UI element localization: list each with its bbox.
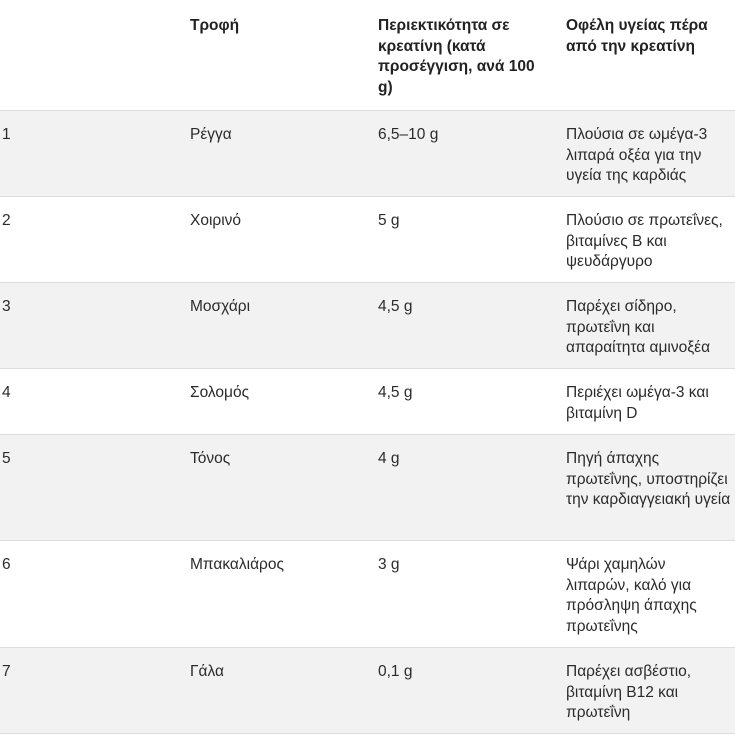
row-benefits: Πηγή άπαχης πρωτεΐνης, υποστηρίζει την καρδιαγγειακή υγεία — [566, 450, 731, 509]
table-row — [0, 541, 735, 648]
row-number: 1 — [2, 126, 11, 143]
row-number: 6 — [2, 556, 11, 573]
row-number: 5 — [2, 450, 11, 467]
row-creatine: 6,5–10 g — [378, 126, 439, 143]
row-food: Σολομός — [190, 384, 250, 401]
row-number: 7 — [2, 663, 11, 680]
table-row — [0, 435, 735, 541]
row-creatine: 5 g — [378, 212, 400, 229]
row-food: Μπακαλιάρος — [190, 556, 284, 573]
row-food: Χοιρινό — [190, 212, 242, 229]
row-benefits: Περιέχει ωμέγα-3 και βιταμίνη D — [566, 384, 709, 422]
row-creatine: 4,5 g — [378, 298, 413, 315]
row-creatine: 4,5 g — [378, 384, 413, 401]
row-number: 3 — [2, 298, 11, 315]
row-food: Μοσχάρι — [190, 298, 251, 315]
table-row — [0, 648, 735, 734]
table-row — [0, 369, 735, 435]
row-benefits: Πλούσιο σε πρωτεΐνες, βιταμίνες B και ψευδάργυρο — [566, 212, 723, 271]
header-creatine: Περιεκτικότητα σε κρεατίνη (κατά προσέγγιση, ανά 100 g) — [378, 17, 535, 97]
row-benefits: Πλούσια σε ωμέγα-3 λιπαρά οξέα για την υγεία της καρδιάς — [566, 126, 708, 185]
table-row — [0, 283, 735, 369]
row-benefits: Ψάρι χαμηλών λιπαρών, καλό για πρόσληψη άπαχης πρωτεΐνης — [566, 556, 697, 636]
row-creatine: 0,1 g — [378, 663, 413, 680]
table-row — [0, 197, 735, 283]
row-creatine: 4 g — [378, 450, 400, 467]
row-food: Γάλα — [190, 663, 224, 680]
header-benefits: Οφέλη υγείας πέρα από την κρεατίνη — [566, 17, 708, 55]
row-food: Ρέγγα — [190, 126, 232, 143]
table-row — [0, 111, 735, 197]
row-benefits: Παρέχει ασβέστιο, βιταμίνη B12 και πρωτεΐνη — [566, 663, 692, 722]
row-creatine: 3 g — [378, 556, 400, 573]
table-header-row — [0, 0, 735, 111]
row-benefits: Παρέχει σίδηρο, πρωτεΐνη και απαραίτητα αμινοξέα — [566, 298, 711, 357]
row-number: 4 — [2, 384, 11, 401]
row-food: Τόνος — [190, 450, 231, 467]
header-food: Τροφή — [190, 17, 240, 34]
row-number: 2 — [2, 212, 11, 229]
